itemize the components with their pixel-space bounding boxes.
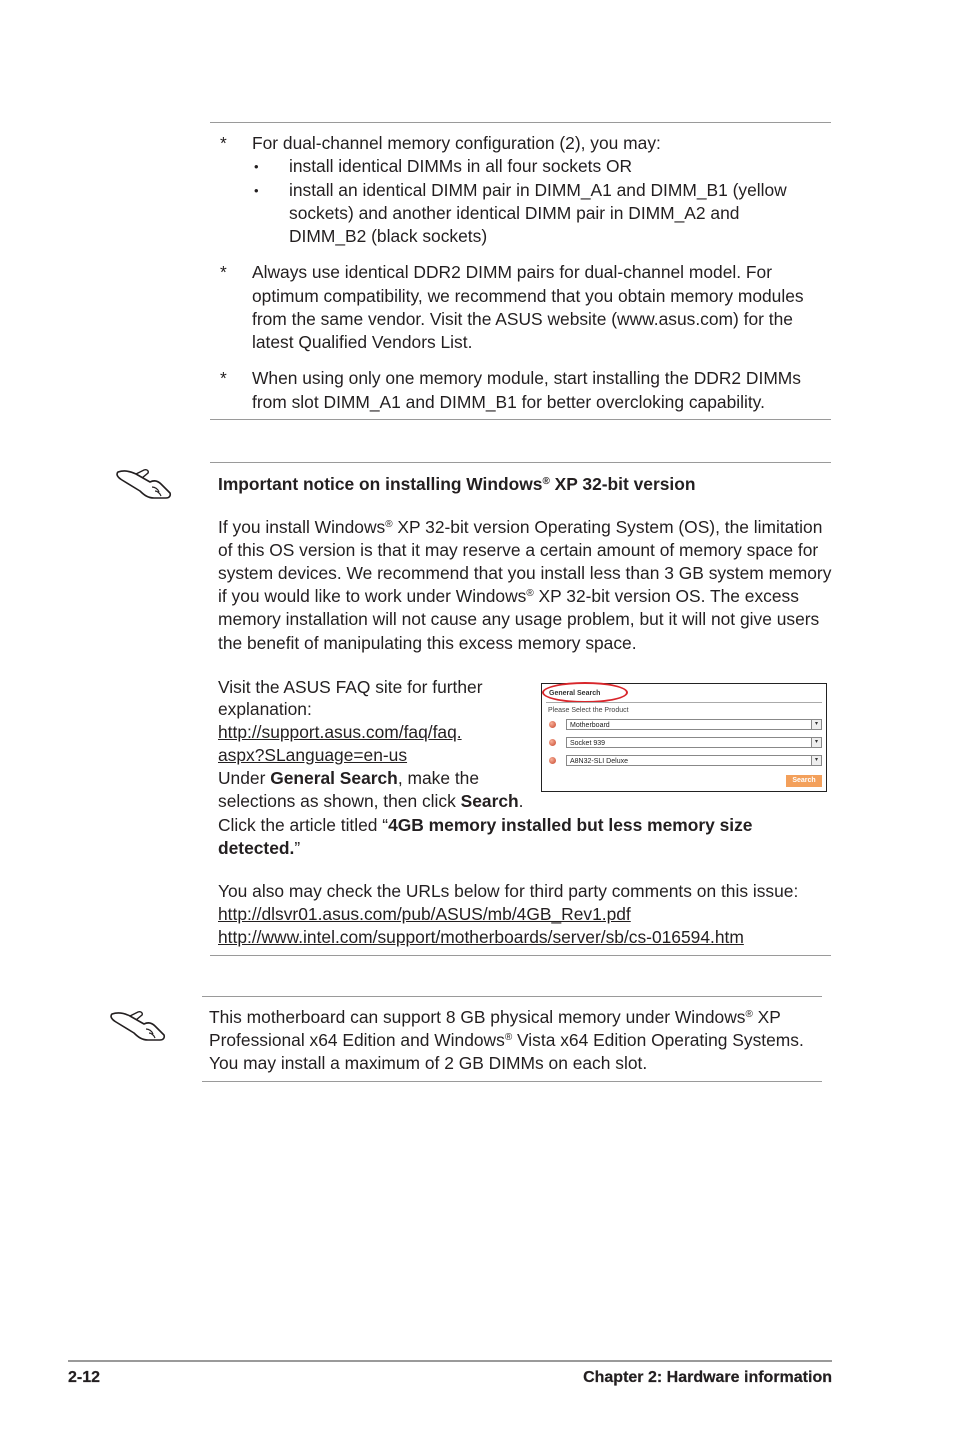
note-text: from slot DIMM_A1 and DIMM_B1 for better overcloking capability. <box>252 392 765 412</box>
note-text: latest Qualified Vendors List. <box>252 332 473 352</box>
visit-text: detected.” <box>218 838 301 858</box>
page-number: 2-12 <box>68 1369 101 1386</box>
bullet-text: DIMM_B2 (black sockets) <box>289 226 488 246</box>
notice-paragraph-line: If you install Windows® XP 32-bit version Operating System (OS), the limitation <box>218 517 823 537</box>
chapter-title: Chapter 2: Hardware information <box>583 1369 832 1386</box>
visit-text: Click the article titled “4GB memory installed but less memory size <box>218 815 753 835</box>
model-select-row <box>548 754 822 768</box>
top-rule <box>210 122 831 123</box>
note-text: optimum compatibility, we recommend that you obtain memory modules <box>252 286 804 306</box>
block-rule <box>210 462 831 463</box>
note-64bit-line: Professional x64 Edition and Windows® Vista x64 Edition Operating Systems. <box>209 1030 804 1050</box>
block-rule <box>210 419 831 420</box>
faq-link-part2[interactable]: aspx?SLanguage=en-us <box>218 745 408 765</box>
hand-note-icon <box>108 1002 168 1046</box>
general-search-tab: General Search <box>549 690 601 697</box>
visit-text: explanation: <box>218 699 312 719</box>
bullet-text: install an identical DIMM pair in DIMM_A1 and DIMM_B1 (yellow <box>289 180 787 200</box>
bullet-icon <box>549 757 556 764</box>
notice-paragraph-line: system devices. We recommend that you install less than 3 GB system memory <box>218 563 832 583</box>
note-64bit-line: You may install a maximum of 2 GB DIMMs on each slot. <box>209 1053 648 1073</box>
notice-title: Important notice on installing Windows® XP 32-bit version <box>218 474 696 494</box>
urls-intro: You also may check the URLs below for third party comments on this issue: <box>218 881 799 901</box>
bullet-marker: • <box>254 159 259 174</box>
url-link-intel[interactable]: http://www.intel.com/support/motherboards/server/sb/cs-016594.htm <box>218 927 744 947</box>
dropdown-arrow-icon: ▾ <box>811 720 821 729</box>
visit-text: Under General Search, make the <box>218 768 480 788</box>
note-text: When using only one memory module, start installing the DDR2 DIMMs <box>252 368 801 388</box>
footer-rule <box>68 1360 832 1362</box>
note-text: from the same vendor. Visit the ASUS website (www.asus.com) for the <box>252 309 793 329</box>
product-select-row <box>548 718 822 732</box>
block-rule <box>202 996 822 997</box>
url-link-asus-pdf[interactable]: http://dlsvr01.asus.com/pub/ASUS/mb/4GB_Rev1.pdf <box>218 904 631 924</box>
visit-text: selections as shown, then click Search. <box>218 791 524 811</box>
faq-link-part1[interactable]: http://support.asus.com/faq/faq. <box>218 722 462 742</box>
note-text: Always use identical DDR2 DIMM pairs for dual-channel model. For <box>252 262 772 282</box>
bullet-icon <box>549 721 556 728</box>
dropdown-arrow-icon: ▾ <box>811 738 821 747</box>
bullet-text: install identical DIMMs in all four sockets OR <box>289 156 633 176</box>
hand-note-icon <box>114 460 174 504</box>
visit-text: Visit the ASUS FAQ site for further <box>218 677 483 697</box>
search-button: Search <box>786 775 822 787</box>
notice-paragraph-line: memory installation will not cause any usage problem, but it will not give users <box>218 609 820 629</box>
note-64bit-line: This motherboard can support 8 GB physical memory under Windows® XP <box>209 1007 781 1027</box>
block-rule <box>210 955 831 956</box>
socket-select-row <box>548 736 822 750</box>
bullet-marker: • <box>254 183 259 198</box>
note-marker: * <box>220 262 227 282</box>
note-text: For dual-channel memory configuration (2), you may: <box>252 133 661 153</box>
dropdown-arrow-icon: ▾ <box>811 756 821 765</box>
bullet-text: sockets) and another identical DIMM pair in DIMM_A2 and <box>289 203 740 223</box>
product-select: Motherboard ▾ <box>566 719 822 730</box>
notice-paragraph-line: the benefit of manipulating this excess memory space. <box>218 633 637 653</box>
note-marker: * <box>220 368 227 388</box>
notice-paragraph-line: of this OS version is that it may reserve a certain amount of memory space for <box>218 540 819 560</box>
divider <box>546 702 822 703</box>
model-select: A8N32-SLI Deluxe ▾ <box>566 755 822 766</box>
note-marker: * <box>220 133 227 153</box>
faq-search-screenshot <box>541 683 827 792</box>
select-prompt: Please Select the Product <box>548 707 629 714</box>
notice-paragraph-line: if you would like to work under Windows® XP 32-bit version OS. The excess <box>218 586 799 606</box>
block-rule <box>202 1081 822 1082</box>
socket-select: Socket 939 ▾ <box>566 737 822 748</box>
bullet-icon <box>549 739 556 746</box>
